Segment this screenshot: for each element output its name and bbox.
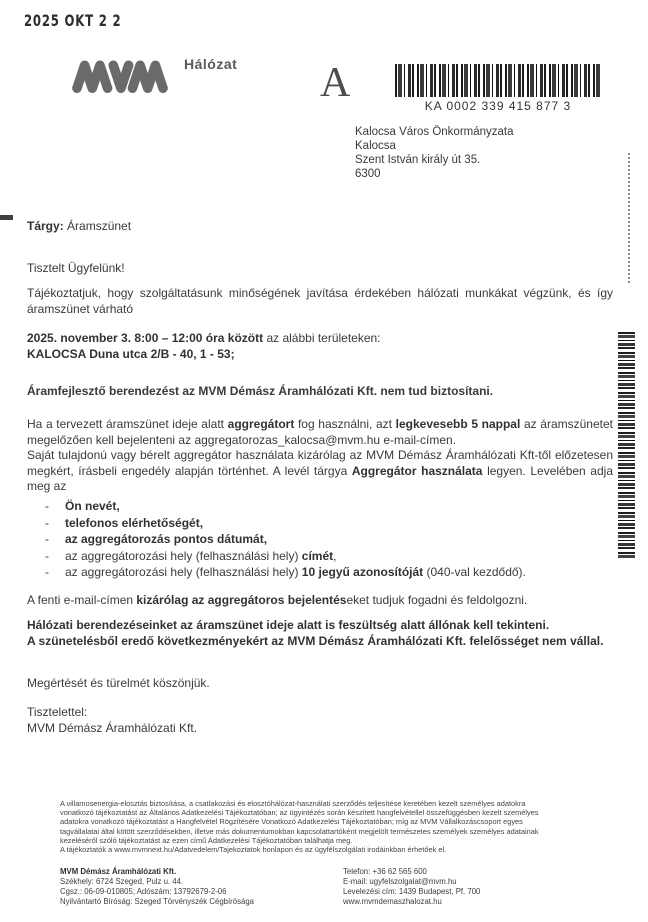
text-segment: A fenti e-mail-címen	[27, 593, 137, 607]
warning-liability: A szünetelésből eredő következményekért az MVM Démász Áramhálózati Kft. felelősséget nem vállal.	[27, 633, 604, 648]
text-segment: Ha a tervezett áramszünet ideje alatt	[27, 417, 228, 431]
mail-barcode	[395, 64, 601, 97]
text-segment: kizárólag az aggregátoros bejelentés	[136, 593, 347, 607]
recipient-line: Szent István király út 35.	[355, 154, 481, 166]
privacy-line: A tájékoztatók a www.mvmnext.hu/Adatvedelem/Tajekoztatok honlapon és az ügyfélszolgálati irodáinkban érhetőek el.	[60, 845, 447, 855]
footer-company-line: Nyilvántartó Bíróság: Szeged Törvényszék Cégbírósága	[60, 897, 255, 906]
mvm-logo	[72, 50, 237, 94]
intro-paragraph: Tájékoztatjuk, hogy szolgáltatásunk minőségének javítása érdekében hálózati munkákat végzünk, és így áramszünet várható	[27, 286, 613, 316]
bullet-marker: -	[45, 532, 49, 546]
text-segment: 10 jegyű azonosítóját	[301, 565, 424, 579]
outage-date-line	[27, 331, 613, 347]
text-segment: telefonos elérhetőségét,	[65, 515, 204, 530]
email-scope-paragraph	[27, 593, 613, 609]
text-segment: fog használni, azt	[294, 417, 396, 431]
closing-line: Megértését és türelmét köszönjük.	[27, 676, 210, 690]
list-item-text	[65, 498, 120, 515]
recipient-line: Kalocsa	[355, 140, 396, 152]
list-item	[45, 564, 613, 581]
text-segment: (040-val kezdődő).	[423, 565, 526, 579]
mvm-logo-icon	[72, 50, 168, 94]
outage-area: KALOCSA Duna utca 2/B - 40, 1 - 53;	[27, 346, 235, 361]
mail-barcode-number: KA 0002 339 415 877 3	[424, 99, 572, 113]
outage-date-rest: az alábbi területeken:	[263, 331, 381, 345]
list-item	[45, 498, 613, 515]
list-item-text	[65, 515, 203, 532]
text-segment: aggregátort	[227, 417, 295, 431]
aggregator-paragraphs	[27, 417, 613, 495]
subject-line	[27, 219, 131, 235]
list-item-text	[65, 548, 337, 565]
privacy-line: tagvállalatai által kötött szerződésekben, illetve más dokumentumokban kapcsolattartóként megjelölt természetes személyek személyes adatainak	[60, 826, 539, 836]
list-item-text	[65, 564, 526, 581]
fold-mark	[0, 215, 13, 220]
outage-datetime: 2025. november 3. 8:00 – 12:00 óra között	[27, 331, 264, 345]
text-segment: az aggregátorozási hely (felhasználási hely)	[65, 565, 302, 579]
date-stamp: 2025 OKT 2 2	[24, 11, 122, 31]
salutation: Tisztelt Ügyfelünk!	[27, 261, 125, 275]
text-segment: Saját tulajdonú vagy bérelt aggregátor használata kizárólag az MVM Démász Áramhálózati Kft-től előzetesen megkért, írásbeli engedély alapján történhet. A levél tárgya	[27, 448, 613, 478]
edge-vertical-barcode	[618, 332, 635, 560]
logo-division-label: Hálózat	[184, 56, 238, 72]
list-item-text	[65, 531, 267, 548]
footer-contact-line: E-mail: ugyfelszolgalat@mvm.hu	[343, 877, 457, 886]
text-segment: az aggregátorozási hely (felhasználási hely)	[65, 548, 302, 563]
recipient-line: 6300	[355, 168, 381, 180]
text-segment: Aggregátor használata	[351, 463, 483, 478]
subject-label: Tárgy:	[27, 219, 64, 233]
text-segment: legkevesebb 5 nappal	[395, 417, 521, 431]
warning-voltage: Hálózati berendezéseinket az áramszünet ideje alatt is feszültség alatt állónak kell tekinteni.	[27, 618, 550, 632]
generator-notice: Áramfejlesztő berendezést az MVM Démász Áramhálózati Kft. nem tud biztosítani.	[27, 384, 494, 398]
privacy-line: kezeléséről szóló tájékoztatást az ezen című Adatkezelési Tájékoztatóban találhatja meg.	[60, 835, 353, 845]
recipient-address	[355, 125, 514, 181]
bullet-marker: -	[45, 515, 49, 530]
footer-company-line: Székhely: 6724 Szeged, Pulz u. 44.	[60, 877, 184, 886]
privacy-fine-print	[60, 799, 612, 854]
footer-company-name: MVM Démász Áramhálózati Kft.	[60, 867, 177, 876]
text-segment: ,	[333, 548, 337, 563]
outage-schedule	[27, 331, 613, 362]
text-segment: Ön nevét,	[65, 499, 120, 513]
bullet-marker: -	[45, 499, 49, 513]
text-segment: az aggregátorozás pontos dátumát,	[65, 532, 268, 546]
edge-microprint	[628, 153, 630, 285]
footer-contact-line: Telefon: +36 62 565 600	[343, 867, 427, 876]
aggregator-paragraph-2	[27, 448, 613, 495]
signoff-company: MVM Démász Áramhálózati Kft.	[27, 720, 198, 735]
privacy-line: adatokra vonatkozó tájékoztatást a Hangfelvétel Rögzítésére Vonatkozó Adatkezelési Tájékoztatóban; míg az MVM Vállalkozáscsoport egyes	[60, 817, 523, 827]
aggregator-requirements-list	[45, 498, 613, 581]
signoff-block	[27, 705, 197, 736]
footer-contact-info	[343, 867, 480, 907]
text-segment: eket tudjuk fogadni és feldolgozni.	[346, 593, 528, 607]
text-segment: legyen. Levelében adja meg az	[27, 463, 613, 493]
list-item	[45, 531, 613, 548]
warnings-block	[27, 618, 617, 649]
subject-value: Áramszünet	[63, 219, 132, 233]
bullet-marker: -	[45, 565, 49, 579]
footer-company-info	[60, 867, 254, 907]
list-item	[45, 515, 613, 532]
text-segment: címét	[301, 548, 334, 563]
privacy-line: A villamosenergia-elosztás biztosítása, a csatlakozási és elosztóhálózat-használati szerződés teljesítése keretében kezelt személyes adatokra	[60, 799, 526, 808]
footer-contact-line: Levelezési cím: 1439 Budapest, Pf. 700	[343, 887, 481, 896]
footer-company-line: Cgsz.: 06-09-010805; Adószám: 13792679-2-06	[60, 887, 227, 896]
footer-contact-line: www.mvmdemaszhalozat.hu	[343, 897, 442, 906]
signoff-label: Tisztelettel:	[27, 705, 88, 719]
text-segment: az áramszünetet megelőzően kell bejelenteni az aggregatorozas_kalocsa@mvm.hu e-mail-címen.	[27, 417, 613, 447]
aggregator-paragraph-1	[27, 417, 613, 448]
privacy-line: vonatkozó tájékoztatást az Általános Adatkezelési Tájékoztatóban; az ügyintézés során készített hangfelvétellel összefüggésben kezelt személyes	[60, 808, 539, 818]
bullet-marker: -	[45, 548, 49, 563]
list-item	[45, 548, 613, 565]
mail-sort-letter: A	[320, 60, 351, 106]
recipient-line: Kalocsa Város Önkormányzata	[355, 126, 514, 138]
